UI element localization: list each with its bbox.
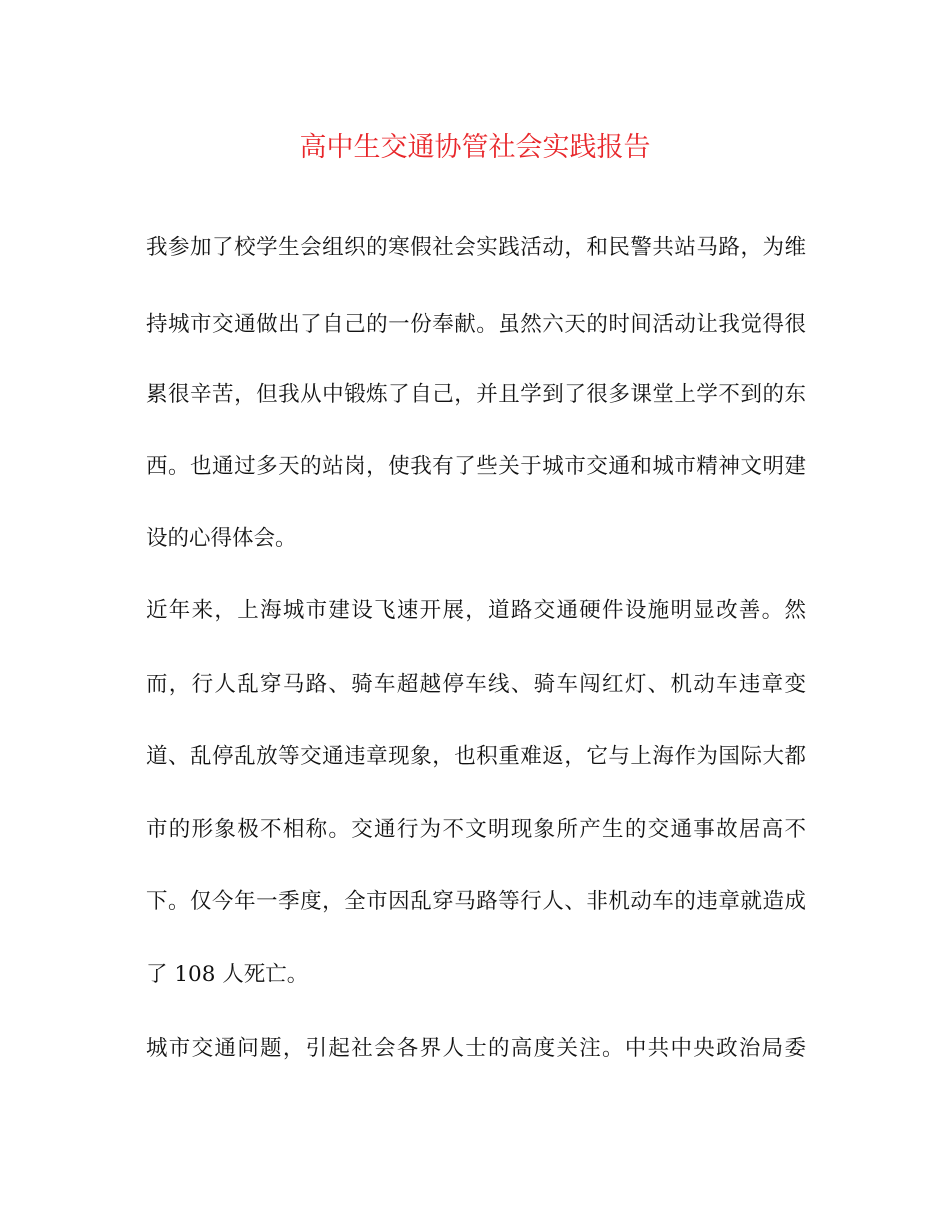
paragraph-line: 下。仅今年一季度，全市因乱穿马路等行人、非机动车的违章就造成 xyxy=(146,889,806,914)
paragraph-line: 了 108 人死亡。 xyxy=(146,962,309,987)
paragraph-line: 持城市交通做出了自己的一份奉献。虽然六天的时间活动让我觉得很 xyxy=(146,312,806,337)
paragraph-line: 城市交通问题，引起社会各界人士的高度关注。中共中央政治局委 xyxy=(146,1036,806,1061)
document-title: 高中生交通协管社会实践报告 xyxy=(299,132,651,163)
paragraph-line: 道、乱停乱放等交通违章现象，也积重难返，它与上海作为国际大都 xyxy=(146,744,806,769)
paragraph-line: 累很辛苦，但我从中锻炼了自己，并且学到了很多课堂上学不到的东 xyxy=(146,382,806,407)
paragraph-line: 近年来，上海城市建设飞速开展，道路交通硬件设施明显改善。然 xyxy=(146,598,806,623)
paragraph-line: 而，行人乱穿马路、骑车超越停车线、骑车闯红灯、机动车违章变 xyxy=(146,672,806,697)
paragraph-line: 我参加了校学生会组织的寒假社会实践活动，和民警共站马路，为维 xyxy=(146,235,806,260)
paragraph-line: 西。也通过多天的站岗，使我有了些关于城市交通和城市精神文明建 xyxy=(146,454,806,479)
paragraph-line: 设的心得体会。 xyxy=(146,526,297,551)
paragraph-line: 市的形象极不相称。交通行为不文明现象所产生的交通事故居高不 xyxy=(146,817,806,842)
